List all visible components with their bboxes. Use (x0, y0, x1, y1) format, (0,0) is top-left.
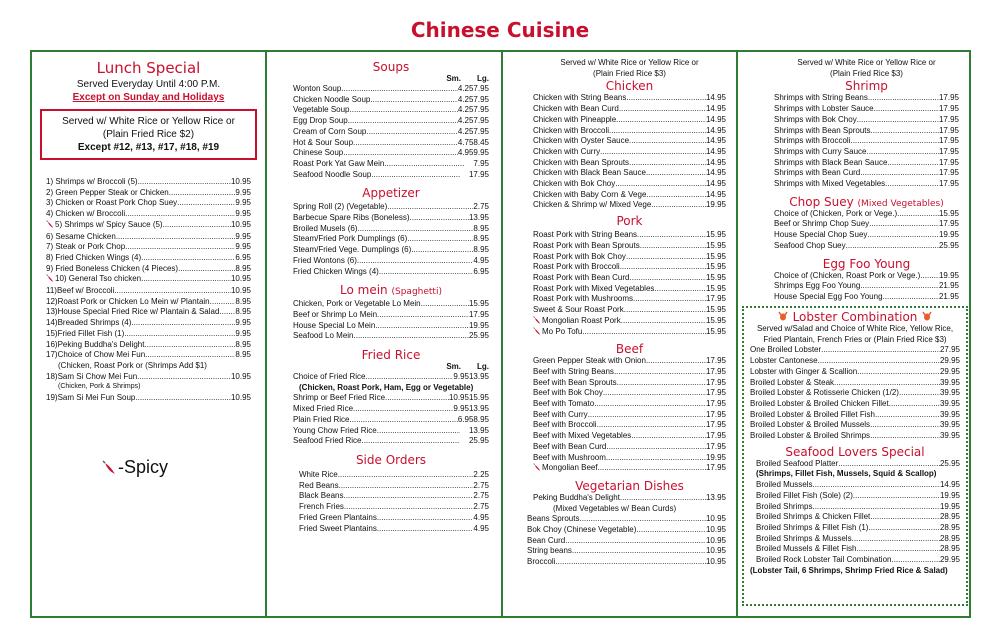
menu-item: Chicken with Baby Corn & Vege. ..... 14.95 (533, 190, 726, 201)
menu-item: Chicken Noodle Soup ..... 4.25 7.95 (293, 95, 489, 106)
chicken-list (533, 93, 726, 211)
menu-item: Chicken with Bok Choy ..... 14.95 (533, 179, 726, 190)
menu-item: House Special Egg Foo Young ..... 21.95 (774, 292, 959, 303)
appetizer-heading: Appetizer (362, 186, 420, 201)
menu-item: Roast Pork with String Beans ..... 15.95 (533, 230, 726, 241)
sides-heading: Side Orders (355, 452, 427, 467)
seafood-heading: Seafood Lovers Special (785, 444, 925, 459)
menu-item: Chicken & Shrimp w/ Mixed Vege ..... 19.95 (533, 200, 726, 211)
menu-item: Barbecue Spare Ribs (Boneless) ..... 13.95 (293, 213, 489, 224)
menu-item: Broiled Lobster & Broiled Shrimps ..... 39.95 (750, 431, 960, 442)
menu-item: House Special Chop Suey ..... 19.95 (774, 230, 959, 241)
menu-item: Wonton Soup ..... 4.25 7.95 (293, 84, 489, 95)
menu-item: 7) Steak or Pork Chop ..... 9.95 (46, 242, 251, 253)
menu-item: Shrimps with String Beans ..... 17.95 (774, 93, 959, 104)
menu-item: Seafood Fried Rice ..... 25.95 (293, 436, 489, 447)
main-column (503, 52, 738, 616)
friedrice-choice: Choice of Fried Rice ..... 9.95 13.95 (293, 372, 489, 383)
menu-item: 6) Sesame Chicken ..... 9.95 (46, 232, 251, 243)
lunch-item-18: 18)Sam Si Chow Mei Fun ..... 10.95 (46, 372, 251, 383)
menu-item: String beans ..... 10.95 (527, 546, 726, 557)
friedrice-col-headers: Sm. Lg. (446, 362, 489, 372)
menu-item: Shrimps with Mixed Vegetables ..... 17.95 (774, 179, 959, 190)
menu-item: 14)Breaded Shrimps (4) ..... 9.95 (46, 318, 251, 329)
menu-item: Shrimps with Curry Sauce ..... 17.95 (774, 147, 959, 158)
menu-item: Beef with Bean Sprouts ..... 17.95 (533, 378, 726, 389)
menu-item: Steam/Fried Pork Dumplings (6) ..... 8.95 (293, 234, 489, 245)
lomein-heading: Lo mein (Spaghetti) (340, 283, 442, 298)
friedrice-heading: Fried Rice (361, 348, 421, 363)
menu-item: Red Beans ..... 2.75 (299, 481, 489, 492)
sides-list (293, 470, 489, 534)
menu-item: Chicken with Oyster Sauce ..... 14.95 (533, 136, 726, 147)
col4-content (774, 58, 959, 303)
lunch-heading: Lunch Special (96, 59, 201, 77)
lunch-box-line3: Except #12, #13, #17, #18, #19 (77, 142, 220, 153)
col3-served2: (Plain Fried Rice $3) (593, 68, 666, 78)
chili-pepper-icon (46, 274, 55, 286)
col4-served1: Served w/ White Rice or Yellow Rice or (797, 58, 936, 67)
seafood-column (738, 52, 971, 616)
lunch-box-line2: (Plain Fried Rice $2) (102, 129, 195, 140)
menu-item: Shrimps with Broccoli ..... 17.95 (774, 136, 959, 147)
menu-item: Shrimps Egg Foo Young ..... 21.95 (774, 281, 959, 292)
menu-item: Chicken with Bean Sprouts ..... 14.95 (533, 158, 726, 169)
shrimp-heading: Shrimp (845, 79, 888, 94)
lobster-list (750, 345, 960, 441)
lobster-icon (921, 310, 933, 324)
menu-item: Broiled Lobster & Rotisserie Chicken (1/2) ..... 39.95 (750, 388, 960, 399)
menu-item: Steam/Fried Vege. Dumplings (6) ..... 8.95 (293, 245, 489, 256)
menu-item: Broiled Lobster & Broiled Mussels ..... 39.95 (750, 420, 960, 431)
menu-item: Choice of (Chicken, Pork or Vege.) ..... 15.95 (774, 209, 959, 220)
menu-item: Broiled Rock Lobster Tail Combination ..... 29.95 (756, 555, 960, 566)
menu-item: Chinese Soup ..... 4.95 9.95 (293, 148, 489, 159)
menu-item: Shrimps with Bean Curd ..... 17.95 (774, 168, 959, 179)
menu-item: Broiled Shrimps ..... 19.95 (756, 502, 960, 513)
chopsuey-list (774, 209, 959, 252)
menu-item: Beef with Curry ..... 17.95 (533, 410, 726, 421)
menu-item: Beef with Tomato ..... 17.95 (533, 399, 726, 410)
seafood-combo-note: (Lobster Tail, 6 Shrimps, Shrimp Fried Rice & Salad) (750, 565, 948, 575)
menu-item: Vegetable Soup ..... 4.25 7.95 (293, 105, 489, 116)
chili-pepper-icon (533, 327, 542, 339)
beef-heading: Beef (615, 342, 644, 357)
soups-col-headers: Sm. Lg. (446, 74, 489, 83)
menu-item: Cream of Corn Soup ..... 4.25 7.95 (293, 127, 489, 138)
menu-item: Beans Sprouts ..... 10.95 (527, 514, 726, 525)
menu-item: Spring Roll (2) (Vegetable) ..... 2.75 (293, 202, 489, 213)
menu-item: Chicken with Broccoli ..... 14.95 (533, 126, 726, 137)
menu-item: Roast Pork with Broccoli ..... 15.95 (533, 262, 726, 273)
menu-title: Chinese Cuisine (410, 18, 590, 42)
lomein-list (293, 299, 489, 342)
seafood-list (750, 480, 960, 566)
menu-item: 1) Shrimps w/ Broccoli (5) ..... 10.95 (46, 177, 251, 188)
menu-item: 16)Peking Buddha's Delight ..... 8.95 (46, 340, 251, 351)
lobster-icon (777, 310, 789, 324)
menu-item: Roast Pork with Bean Curd ..... 15.95 (533, 273, 726, 284)
lobster-note1: Served w/Salad and Choice of White Rice, Yellow Rice, (756, 324, 954, 333)
friedrice-list (293, 393, 489, 447)
menu-item: Beef with String Beans ..... 17.95 (533, 367, 726, 378)
menu-item: 4) Chicken w/ Broccoli ..... 9.95 (46, 209, 251, 220)
col2-content (293, 60, 489, 534)
menu-item: Beef or Shrimp Lo Mein ..... 17.95 (293, 310, 489, 321)
lunch-served: Served Everyday Until 4:00 P.M. (76, 79, 221, 90)
col4-served2: (Plain Fried Rice $3) (830, 68, 903, 78)
menu-item: Seafood Lo Mein ..... 25.95 (293, 331, 489, 342)
menu-item: Beef or Shrimp Chop Suey ..... 17.95 (774, 219, 959, 230)
menu-item: Broiled Mussels ..... 14.95 (756, 480, 960, 491)
eggfoo-list (774, 271, 959, 303)
menu-item: Chicken with String Beans ..... 14.95 (533, 93, 726, 104)
menu-item: Plain Fried Rice ..... 6.95 8.95 (293, 415, 489, 426)
menu-item: White Rice ..... 2.25 (299, 470, 489, 481)
menu-item: Shrimps with Lobster Sauce ..... 17.95 (774, 104, 959, 115)
chili-pepper-icon (46, 220, 55, 232)
menu-item: 5) Shrimps w/ Spicy Sauce (5) ..... 10.95 (46, 220, 251, 232)
menu-item: French Fries ..... 2.75 (299, 502, 489, 513)
menu-item: Broiled Shrimps & Chicken Fillet ..... 28.95 (756, 512, 960, 523)
lobster-note2: Fried Plantain, French Fries or (Plain Fried Rice $3) (763, 334, 947, 344)
soups-list (293, 84, 489, 180)
menu-item: Roast Pork with Bok Choy ..... 15.95 (533, 252, 726, 263)
lunch-box-line1: Served w/ White Rice or Yellow Rice or (62, 116, 235, 127)
menu-item: Chicken with Black Bean Sauce ..... 14.95 (533, 168, 726, 179)
menu-item: Bok Choy (Chinese Vegetable) ..... 10.95 (527, 525, 726, 536)
lunch-item17-note: (Chicken, Roast Pork or (Shrimps Add $1) (58, 360, 207, 370)
menu-item: 2) Green Pepper Steak or Chicken ..... 9.95 (46, 188, 251, 199)
menu-item: 13)House Special Fried Rice w/ Plantain & Salad ..... 8.95 (46, 307, 251, 318)
chili-pepper-icon (533, 316, 542, 328)
lobster-heading: Lobster Combination (750, 310, 960, 324)
menu-item: Roast Pork with Mushrooms ..... 17.95 (533, 294, 726, 305)
menu-item: Beef with Bok Choy ..... 17.95 (533, 388, 726, 399)
lunch-except: Except on Sunday and Holidays (72, 92, 225, 103)
menu-item: 15)Fried Fillet Fish (1) ..... 9.95 (46, 329, 251, 340)
menu-item: 10) General Tso chicken ..... 10.95 (46, 274, 251, 286)
lobster-box (742, 306, 968, 606)
veg-peking: Peking Buddha's Delight ..... 13.95 (533, 493, 726, 504)
menu-item: Broiled Lobster & Broiled Chicken Fillet ..... 39.95 (750, 399, 960, 410)
lunch-box (40, 109, 257, 160)
menu-item: Young Chow Fried Rice ..... 13.95 (293, 426, 489, 437)
soups-column (267, 52, 503, 616)
col3-content (527, 58, 726, 568)
menu-item: Beef with Broccoli ..... 17.95 (533, 420, 726, 431)
menu-item: Fried Sweet Plantains ..... 4.95 (299, 524, 489, 535)
menu-item: Bean Curd ..... 10.95 (527, 536, 726, 547)
chili-pepper-icon (102, 460, 118, 476)
spicy-legend (102, 457, 168, 478)
menu-item: Shrimp or Beef Fried Rice ..... 10.95 15.95 (293, 393, 489, 404)
menu-item: Choice of (Chicken, Roast Pork or Vege.) ..... 19.95 (774, 271, 959, 282)
menu-item: Chicken with Curry ..... 14.95 (533, 147, 726, 158)
menu-frame (30, 50, 971, 618)
menu-item: Beef with Bean Curd ..... 17.95 (533, 442, 726, 453)
menu-item: Roast Pork with Mixed Vegetables ..... 15.95 (533, 284, 726, 295)
lunch-tail (46, 361, 251, 404)
menu-item: Fried Wontons (6) ..... 4.95 (293, 256, 489, 267)
chicken-heading: Chicken (605, 79, 654, 94)
menu-item: Lobster Cantonese ..... 29.95 (750, 356, 960, 367)
pork-heading: Pork (616, 214, 643, 229)
menu-item: Beef with Mushroom ..... 19.95 (533, 453, 726, 464)
menu-item: Broiled Shrimps & Fillet Fish (1) ..... 28.95 (756, 523, 960, 534)
menu-item: Black Beans ..... 2.75 (299, 491, 489, 502)
beef-list (533, 356, 726, 475)
menu-item: Seafood Noodle Soup ..... 17.95 (293, 170, 489, 181)
veg-heading: Vegetarian Dishes (575, 478, 684, 493)
menu-item: Broiled Lobster & Steak ..... 39.95 (750, 378, 960, 389)
menu-item: Mongolian Beef ..... 17.95 (533, 463, 726, 475)
menu-item: Green Pepper Steak with Onion ..... 17.95 (533, 356, 726, 367)
menu-item: 3) Chicken or Roast Pork Chop Suey ..... 9.95 (46, 198, 251, 209)
menu-item: Fried Green Plantains ..... 4.95 (299, 513, 489, 524)
seafood-platter: Broiled Seafood Platter ..... 25.95 (750, 459, 960, 470)
menu-item: Mongolian Roast Pork ..... 15.95 (533, 316, 726, 328)
menu-item: Broiled Musels (6) ..... 8.95 (293, 224, 489, 235)
eggfoo-heading: Egg Foo Young (822, 256, 911, 271)
menu-item: Beef with Mixed Vegetables ..... 17.95 (533, 431, 726, 442)
menu-item: House Special Lo Mein ..... 19.95 (293, 321, 489, 332)
lunch-column (32, 52, 267, 616)
menu-item: Roast Pork Yat Gaw Mein ..... 7.95 (293, 159, 489, 170)
menu-item: Seafood Chop Suey ..... 25.95 (774, 241, 959, 252)
appetizer-list (293, 202, 489, 277)
menu-item: Chicken with Pineapple ..... 14.95 (533, 115, 726, 126)
menu-item: Chicken with Bean Curd ..... 14.95 (533, 104, 726, 115)
chopsuey-heading: Chop Suey (Mixed Vegetables) (789, 194, 944, 209)
menu-item: Egg Drop Soup ..... 4.25 7.95 (293, 116, 489, 127)
veg-list (527, 514, 726, 568)
shrimp-list (774, 93, 959, 189)
veg-peking-note: (Mixed Vegetables w/ Bean Curds) (553, 503, 677, 513)
soups-heading: Soups (372, 60, 410, 74)
menu-item: Mo Po Tofu ..... 15.95 (533, 327, 726, 339)
menu-item: Lobster with Ginger & Scallion ..... 29.95 (750, 367, 960, 378)
menu-item: Shrimps with Bean Sprouts ..... 17.95 (774, 126, 959, 137)
friedrice-choice-note: (Chicken, Roast Pork, Ham, Egg or Vegetable) (299, 382, 474, 392)
menu-item: Sweet & Sour Roast Pork ..... 15.95 (533, 305, 726, 316)
menu-item: 9) Fried Boneless Chicken (4 Pieces) ..... 8.95 (46, 264, 251, 275)
lunch-item18-note: (Chicken, Pork & Shrimps) (58, 383, 141, 391)
menu-item: 12)Roast Pork or Chicken Lo Mein w/ Plantain ..... 8.95 (46, 297, 251, 308)
menu-item: 8) Fried Chicken Wings (4) ..... 6.95 (46, 253, 251, 264)
menu-item: Broccoli ..... 10.95 (527, 557, 726, 568)
menu-item: Hot & Sour Soup ..... 4.75 8.45 (293, 138, 489, 149)
menu-item: Fried Chicken Wings (4) ..... 6.95 (293, 267, 489, 278)
menu-item: 11)Beef w/ Broccoli ..... 10.95 (46, 286, 251, 297)
seafood-platter-note: (Shrimps, Fillet Fish, Mussels, Squid & Scallop) (756, 469, 937, 479)
menu-item: Roast Pork with Bean Sprouts ..... 15.95 (533, 241, 726, 252)
menu-item: Shrimps with Bok Choy ..... 17.95 (774, 115, 959, 126)
lunch-list (46, 177, 251, 361)
menu-item: Broiled Fillet Fish (Sole) (2) ..... 19.95 (756, 491, 960, 502)
lunch-item-19: 19)Sam Si Mei Fun Soup ..... 10.95 (46, 393, 251, 404)
pork-list (533, 230, 726, 339)
chili-pepper-icon (533, 463, 542, 475)
menu-item: 17)Choice of Chow Mei Fun ..... 8.95 (46, 350, 251, 361)
menu-item: Broiled Shrimps & Mussels ..... 28.95 (756, 534, 960, 545)
menu-item: Shrimps with Black Bean Sauce ..... 17.95 (774, 158, 959, 169)
menu-item: Chicken, Pork or Vegetable Lo Mein ..... 15.95 (293, 299, 489, 310)
menu-item: Mixed Fried Rice ..... 9.95 13.95 (293, 404, 489, 415)
menu-item: One Broiled Lobster ..... 27.95 (750, 345, 960, 356)
spicy-legend-label: -Spicy (118, 457, 169, 477)
menu-item: Broiled Lobster & Broiled Fillet Fish ..... 39.95 (750, 410, 960, 421)
col3-served1: Served w/ White Rice or Yellow Rice or (560, 58, 699, 67)
menu-item: Broiled Mussels & Fillet Fish ..... 28.95 (756, 544, 960, 555)
